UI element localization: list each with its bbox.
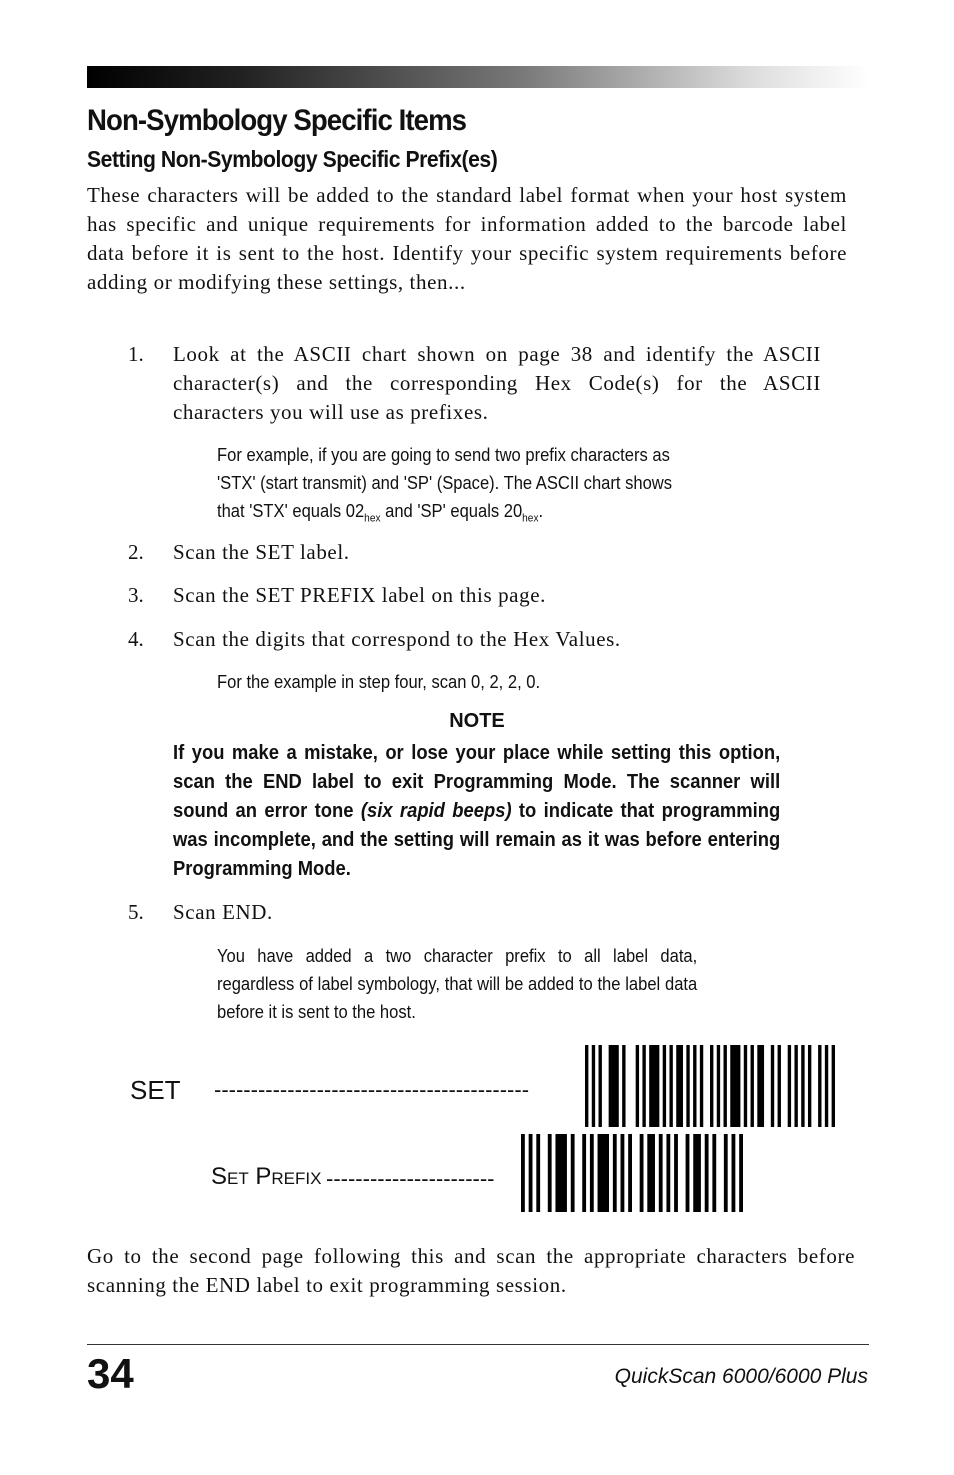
barcode-bar — [599, 1045, 602, 1127]
hex-subscript: hex — [364, 512, 381, 525]
barcode-bar — [724, 1134, 728, 1212]
barcode-bar — [663, 1045, 666, 1127]
barcode-bar — [640, 1134, 644, 1212]
closing-paragraph: Go to the second page following this and scan the appropriate characters before scanning the END label to exit programming session. — [87, 1244, 855, 1297]
barcode-bar — [794, 1045, 797, 1127]
barcode-bar — [521, 1134, 525, 1212]
barcode-bar — [693, 1045, 696, 1127]
example-line: For example, if you are going to send two prefix characters as — [217, 445, 670, 465]
barcode-bar — [818, 1045, 821, 1127]
step-text: Scan the digits that correspond to the Hex Values. — [173, 627, 621, 651]
barcode-bar — [732, 1134, 736, 1212]
footer-divider — [87, 1344, 869, 1345]
barcode-bar — [571, 1134, 575, 1212]
barcode-bar — [622, 1045, 625, 1127]
barcode-bar — [693, 1134, 701, 1212]
barcode-bar — [710, 1045, 713, 1127]
barcode-bar — [825, 1045, 828, 1127]
barcode-bar — [585, 1045, 588, 1127]
barcode-bar — [788, 1045, 791, 1127]
barcode-bar — [642, 1045, 645, 1127]
barcode-bar — [739, 1134, 743, 1212]
example-text: that 'STX' equals 02 — [217, 501, 365, 521]
barcode-bar — [778, 1045, 781, 1127]
hex-subscript: hex — [522, 512, 539, 525]
note-text: to indicate that programming was incomplete, and the setting will remain as it was before entering Programming Mode. — [173, 800, 781, 880]
barcode-bar — [757, 1045, 764, 1127]
barcode-bar — [705, 1134, 709, 1212]
section-title: Setting Non-Symbology Specific Prefix(es) — [87, 146, 498, 172]
intro-paragraph: These characters will be added to the standard label format when your host system has specific and unique requirements for information added to the barcode label data before it is sent to the host. Identify your specific system requirements before adding or modifying these settings, then... — [87, 183, 847, 294]
step-number: 3. — [128, 583, 144, 607]
barcode-bar — [686, 1045, 689, 1127]
barcode-bar — [771, 1045, 774, 1127]
example-text: . — [538, 501, 544, 521]
barcode-bar — [621, 1134, 625, 1212]
step-number: 1. — [128, 342, 144, 366]
set-barcode[interactable] — [585, 1045, 835, 1127]
step-number: 4. — [128, 627, 144, 651]
example-step-1 — [217, 441, 697, 533]
set-prefix-barcode[interactable] — [521, 1134, 743, 1212]
barcode-bar — [548, 1134, 552, 1212]
step-number: 2. — [128, 540, 144, 564]
barcode-bar — [712, 1134, 716, 1212]
set-label: SET — [130, 1075, 181, 1105]
barcode-bar — [666, 1134, 670, 1212]
barcode-bar — [590, 1134, 594, 1212]
set-leader-dashes: ------------------------------------------- — [214, 1077, 530, 1102]
barcode-bar — [724, 1045, 727, 1127]
barcode-bar — [832, 1045, 835, 1127]
barcode-bar — [636, 1045, 639, 1127]
barcode-bar — [686, 1134, 690, 1212]
note-italic: (six rapid beeps) — [360, 800, 512, 822]
barcode-bar — [659, 1134, 663, 1212]
step-text: Scan the SET PREFIX label on this page. — [173, 583, 546, 607]
barcode-bar — [669, 1045, 672, 1127]
barcode-bar — [647, 1134, 655, 1212]
example-step-4: For the example in step four, scan 0, 2, 2, 0. — [217, 672, 541, 692]
example-step-5: You have added a two character prefix to all label data, regardless of label symbology, that will be added to the label data before it is sent to the host. — [217, 946, 698, 1022]
barcode-bar — [592, 1045, 595, 1127]
product-name: QuickScan 6000/6000 Plus — [614, 1365, 868, 1388]
barcode-bar — [700, 1045, 703, 1127]
barcode-bar — [628, 1134, 632, 1212]
barcode-bar — [529, 1134, 533, 1212]
set-prefix-leader-dashes: ----------------------- — [326, 1166, 495, 1191]
barcode-bar — [613, 1134, 617, 1212]
header-gradient-bar — [87, 66, 869, 88]
page-title: Non-Symbology Specific Items — [87, 104, 467, 137]
barcode-bar — [744, 1045, 747, 1127]
barcode-bar — [808, 1045, 811, 1127]
note-text: If you make a mistake, or lose your place while setting this option, scan the END label to exit Programming Mode. The scanner will sound an error tone — [173, 742, 781, 822]
barcode-bar — [582, 1134, 586, 1212]
step-text: Look at the ASCII chart shown on page 38 and identify the ASCII character(s) and the corresponding Hex Code(s) for the ASCII characters you will use as prefixes. — [173, 342, 821, 424]
barcode-bar — [598, 1134, 609, 1212]
example-line — [217, 497, 697, 533]
set-prefix-label: Set Prefix — [211, 1163, 322, 1190]
barcode-bar — [801, 1045, 804, 1127]
step-text: Scan the SET label. — [173, 540, 350, 564]
step-text: Scan END. — [173, 900, 273, 924]
step-number: 5. — [128, 900, 144, 924]
barcode-bar — [649, 1045, 659, 1127]
barcode-bar — [751, 1045, 754, 1127]
note-body — [173, 739, 780, 884]
barcode-bar — [674, 1134, 678, 1212]
barcode-bar — [717, 1045, 720, 1127]
page-number: 34 — [87, 1350, 134, 1397]
barcode-bar — [676, 1045, 683, 1127]
note-title: NOTE — [449, 710, 505, 732]
barcode-bar — [609, 1045, 619, 1127]
example-text: and 'SP' equals 20 — [380, 501, 523, 521]
barcode-bar — [536, 1134, 540, 1212]
barcode-bar — [730, 1045, 740, 1127]
example-line: 'STX' (start transmit) and 'SP' (Space). The ASCII chart shows — [217, 473, 673, 493]
barcode-bar — [555, 1134, 566, 1212]
